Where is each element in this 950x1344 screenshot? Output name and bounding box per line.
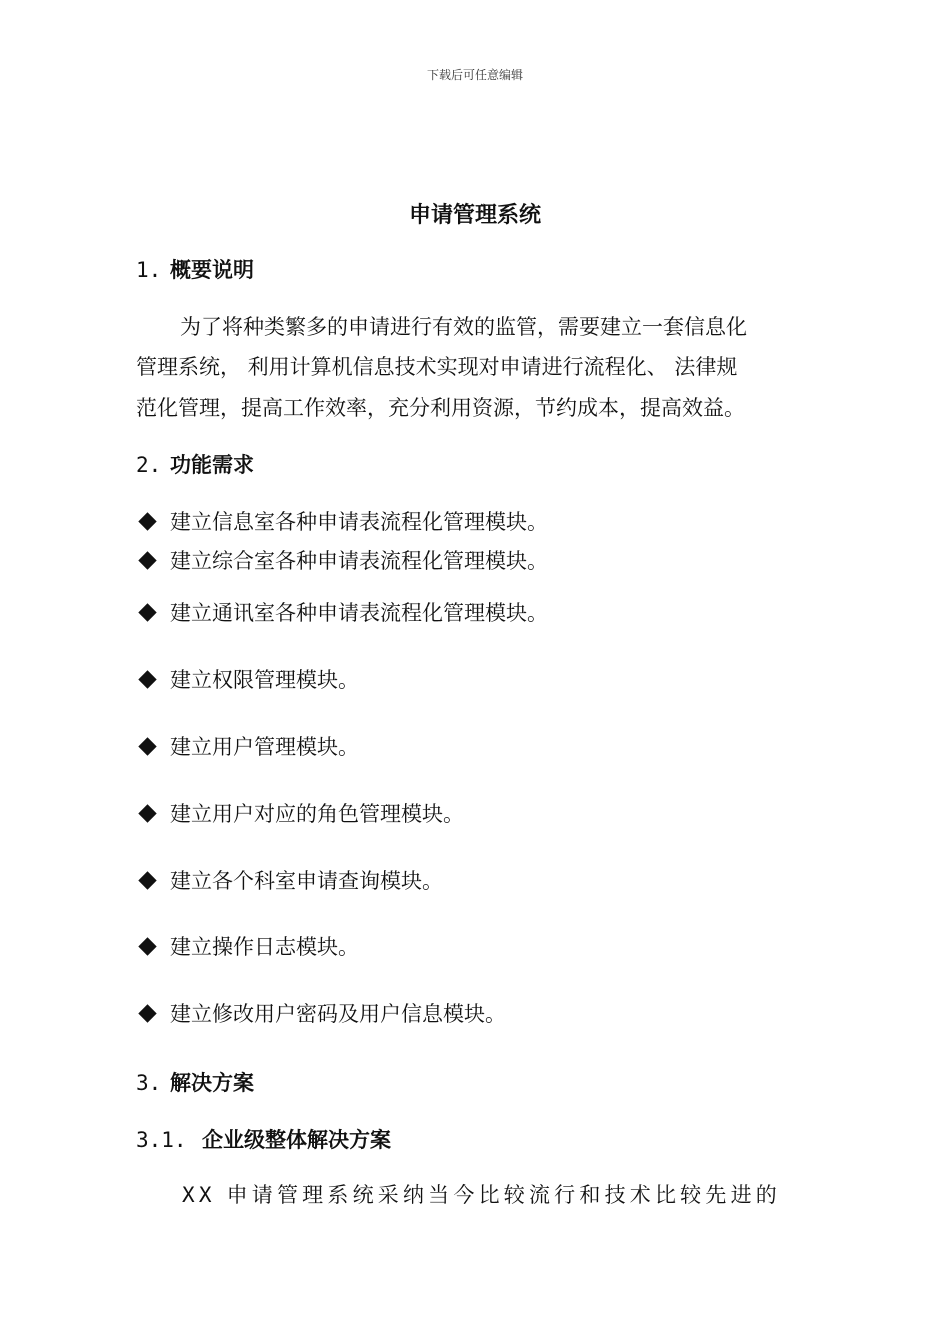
- list-item: [136, 731, 359, 761]
- list-item: [136, 798, 464, 828]
- diamond-bullet-icon: [138, 1004, 156, 1022]
- list-item-text: 建立修改用户密码及用户信息模块。: [170, 1002, 506, 1026]
- section-3-1-heading: [136, 1124, 391, 1154]
- document-title: 申请管理系统: [408, 203, 541, 228]
- section-title: 概要说明: [170, 258, 254, 282]
- list-item: [136, 506, 548, 536]
- list-item-text: 建立信息室各种申请表流程化管理模块。: [170, 510, 548, 534]
- list-item-text: 建立权限管理模块。: [170, 668, 359, 692]
- section-number: 3.1.: [136, 1128, 187, 1152]
- list-item-text: 建立用户对应的角色管理模块。: [170, 802, 464, 826]
- list-item: [136, 597, 548, 627]
- diamond-bullet-icon: [138, 603, 156, 621]
- section-title: 功能需求: [170, 453, 254, 477]
- section-number: 3.: [136, 1071, 162, 1095]
- list-item: [136, 931, 359, 961]
- paragraph-line: 范化管理，提高工作效率，充分利用资源，节约成本，提高效益。: [136, 396, 745, 420]
- paragraph-text: 申请管理系统采纳当今比较流行和技术比较先进的: [226, 1183, 781, 1207]
- section-2-heading: [136, 449, 254, 479]
- diamond-bullet-icon: [138, 871, 156, 889]
- diamond-bullet-icon: [138, 737, 156, 755]
- diamond-bullet-icon: [138, 937, 156, 955]
- list-item-text: 建立通讯室各种申请表流程化管理模块。: [170, 601, 548, 625]
- diamond-bullet-icon: [138, 804, 156, 822]
- list-item-text: 建立用户管理模块。: [170, 735, 359, 759]
- diamond-bullet-icon: [138, 512, 156, 530]
- section-title: 企业级整体解决方案: [202, 1128, 391, 1152]
- paragraph-line: 管理系统， 利用计算机信息技术实现对申请进行流程化、 法律规: [136, 355, 738, 379]
- list-item: [136, 545, 548, 575]
- list-item: [136, 664, 359, 694]
- diamond-bullet-icon: [138, 551, 156, 569]
- placeholder-prefix: XX: [182, 1183, 216, 1207]
- section-3-heading: [136, 1067, 254, 1097]
- section-number: 1.: [136, 258, 162, 282]
- paragraph-line: 为了将种类繁多的申请进行有效的监管，需要建立一套信息化: [180, 315, 747, 339]
- diamond-bullet-icon: [138, 670, 156, 688]
- paragraph-line: [182, 1179, 781, 1209]
- section-number: 2.: [136, 453, 162, 477]
- list-item-text: 建立综合室各种申请表流程化管理模块。: [170, 549, 548, 573]
- section-title: 解决方案: [170, 1071, 254, 1095]
- header-note: 下载后可任意编辑: [426, 68, 523, 82]
- list-item-text: 建立操作日志模块。: [170, 935, 359, 959]
- section-1-heading: [136, 254, 254, 284]
- list-item-text: 建立各个科室申请查询模块。: [170, 869, 443, 893]
- list-item: [136, 998, 506, 1028]
- list-item: [136, 865, 443, 895]
